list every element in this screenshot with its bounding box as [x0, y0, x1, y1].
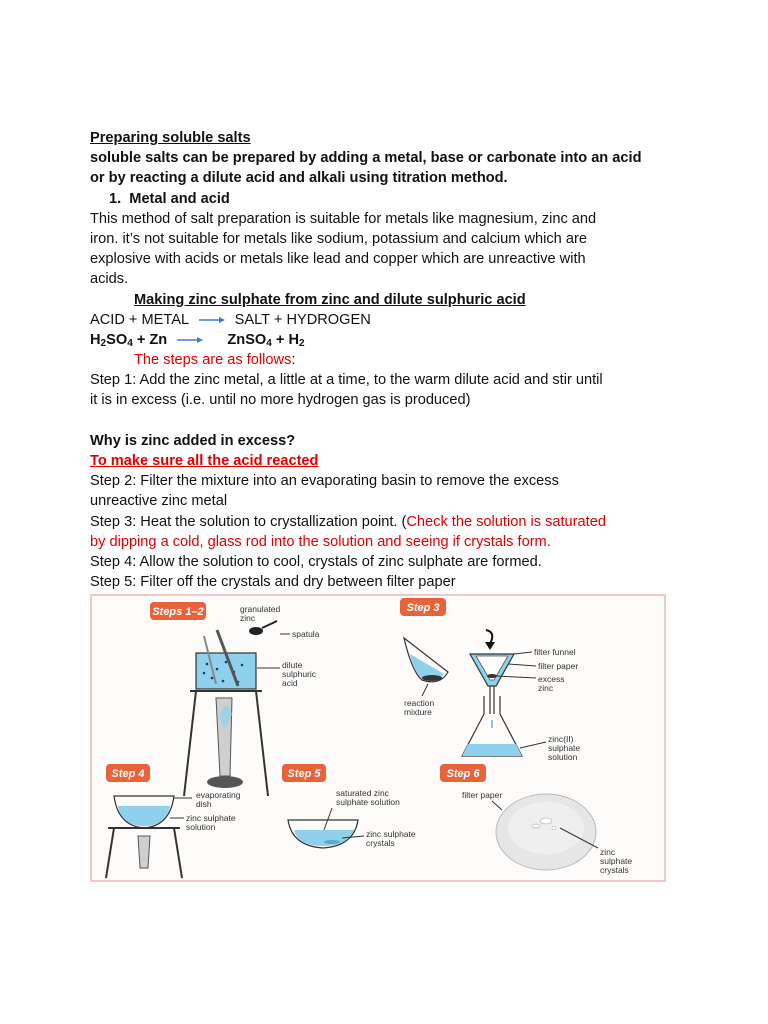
cooling-dish	[288, 820, 358, 848]
word-equation	[90, 310, 690, 330]
list-number: 1.	[109, 190, 122, 207]
paragraph-line-1: This method of salt preparation is suitable for metals like magnesium, zinc and	[90, 210, 597, 227]
filter-funnel-flask	[462, 654, 522, 756]
label-zinc-ii-sulphate: sulphate	[548, 743, 581, 753]
step1-line-1: Step 1: Add the zinc metal, a little at a time, to the warm dilute acid and stir until	[90, 372, 603, 389]
badge-step-6	[440, 764, 486, 782]
step2-line-1: Step 2: Filter the mixture into an evaporating basin to remove the excess	[90, 473, 559, 490]
label-solution: solution	[186, 822, 216, 832]
word-eq-right: SALT + HYDROGEN	[234, 311, 371, 328]
beaker-with-acid	[184, 630, 268, 796]
document-body	[90, 128, 690, 592]
label-zinc-6: zinc	[600, 847, 616, 857]
label-spatula: spatula	[292, 629, 320, 639]
svg-text:Step 3: Step 3	[406, 602, 440, 614]
svg-text:Steps 1–2: Steps 1–2	[152, 606, 204, 618]
badge-step-3	[400, 598, 446, 616]
intro-line-1: soluble salts can be prepared by adding a metal, base or carbonate into an acid	[90, 150, 642, 167]
label-filter-funnel: filter funnel	[534, 647, 576, 657]
label-dilute: dilute	[282, 660, 303, 670]
intro-line-2: or by reacting a dilute acid and alkali using titration method.	[90, 170, 508, 187]
label-crystals-6: crystals	[600, 865, 629, 875]
label-evaporating: evaporating	[196, 790, 241, 800]
procedure-diagram	[92, 596, 664, 880]
badge-step-4	[106, 764, 150, 782]
label-zinc-sulphate-solution: zinc sulphate	[186, 813, 236, 823]
paragraph-line-3: explosive with acids or metals like lead and copper which are unreactive with	[90, 251, 586, 268]
label-dish: dish	[196, 799, 212, 809]
label-acid: acid	[282, 678, 298, 688]
label-sulphate-6: sulphate	[600, 856, 633, 866]
label-crystals-5: zinc sulphate	[366, 829, 416, 839]
label-reaction: reaction	[404, 698, 435, 708]
svg-text:Step 5: Step 5	[287, 768, 321, 780]
label-zinc-ii-solution: solution	[548, 752, 578, 762]
chem-right: ZnSO$_4$ + $H_2$	[227, 331, 305, 349]
step3-line-1: Step 3: Heat the solution to crystallization point. (Check the solution is saturated	[90, 513, 606, 530]
arrow-right-icon	[177, 336, 203, 344]
paragraph-line-2: iron. it’s not suitable for metals like sodium, potassium and calcium which are	[90, 230, 587, 247]
spatula-icon	[249, 621, 277, 635]
chemical-equation	[90, 330, 690, 350]
label-crystals-5b: crystals	[366, 838, 395, 848]
label-mixture: mixture	[404, 707, 432, 717]
question: Why is zinc added in excess?	[90, 432, 296, 449]
label-excess: excess	[538, 674, 565, 684]
chem-left: $H_2SO_4 + Zn$	[90, 331, 168, 349]
paragraph-line-4: acids.	[90, 271, 129, 288]
label-granulated: granulated	[240, 604, 281, 614]
zinc-sulphate-procedure-figure	[90, 594, 666, 882]
label-sulphate-solution: sulphate solution	[336, 797, 400, 807]
step5: Step 5: Filter off the crystals and dry between filter paper	[90, 574, 456, 591]
step1-line-2: it is in excess (i.e. until no more hydrogen gas is produced)	[90, 392, 471, 409]
label-filter-paper-6: filter paper	[462, 790, 503, 800]
subheading: Making zinc sulphate from zinc and dilute sulphuric acid	[134, 291, 526, 308]
svg-text:Step 4: Step 4	[111, 768, 145, 780]
steps-intro: The steps are as follows:	[134, 352, 296, 369]
label-saturated: saturated zinc	[336, 788, 389, 798]
badge-step-5	[282, 764, 326, 782]
page-title: Preparing soluble salts	[90, 130, 251, 146]
evaporating-dish	[106, 796, 182, 878]
label-filter-paper: filter paper	[538, 661, 579, 671]
label-excess-zinc: zinc	[538, 683, 554, 693]
word-eq-left: ACID + METAL	[90, 311, 189, 328]
filter-paper-disc	[496, 794, 596, 870]
list-item-metal-acid	[90, 189, 690, 209]
answer: To make sure all the acid reacted	[90, 453, 319, 469]
list-item-label: Metal and acid	[129, 190, 230, 207]
svg-text:Step 6: Step 6	[446, 768, 480, 780]
step2-line-2: unreactive zinc metal	[90, 493, 228, 510]
step4: Step 4: Allow the solution to cool, crystals of zinc sulphate are formed.	[90, 553, 542, 570]
pouring-beaker	[404, 638, 448, 682]
arrow-right-icon	[199, 316, 225, 324]
label-zinc: zinc	[240, 613, 256, 623]
badge-steps-1-2	[150, 602, 206, 620]
label-sulphuric: sulphuric	[282, 669, 317, 679]
step3-line-2: by dipping a cold, glass rod into the solution and seeing if crystals form.	[90, 533, 551, 550]
label-zinc-ii: zinc(II)	[548, 734, 574, 744]
